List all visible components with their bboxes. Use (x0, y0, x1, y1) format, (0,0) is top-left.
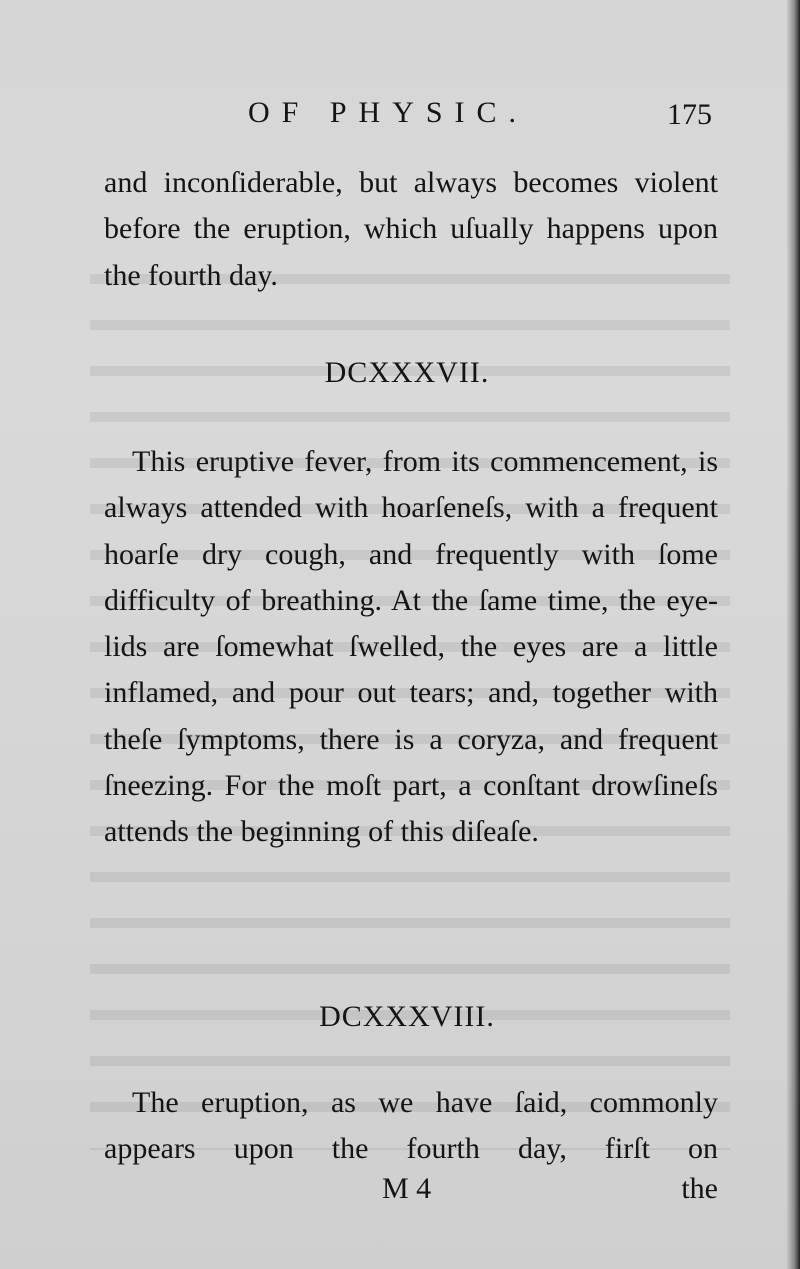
running-head-title: OF PHYSIC. (248, 96, 529, 129)
section-number: DCXXXVII. (324, 356, 490, 389)
running-head (100, 96, 712, 146)
catchword: the (681, 1172, 718, 1205)
section-number: DCXXXVIII. (319, 1000, 495, 1033)
paragraph-continued: and inconſiderable, but always becomes violent before the eruption, which uſually happens upon the fourth day. (104, 166, 718, 292)
paragraph: This eruptive fever, from its commencement, is always attended with hoarſeneſs, with a frequent hoarſe dry cough, and frequently with ſome difficulty of breathing. At the ſame time, the eye-lids are ſomewhat ſwelled, the eyes are a little inflamed, and pour out tears; and, together with theſe ſymptoms, there is a coryza, and frequent ſneezing. For the moſt part, a conſtant drowſineſs attends the beginning of this diſeaſe. (104, 445, 718, 849)
page-edge-shadow (786, 0, 800, 1269)
signature-mark: M 4 (382, 1172, 432, 1205)
page-footer (104, 1172, 718, 1218)
page-number: 175 (667, 98, 712, 131)
paragraph: The eruption, as we have ſaid, commonly appears upon the fourth day, firſt on (104, 1086, 718, 1166)
